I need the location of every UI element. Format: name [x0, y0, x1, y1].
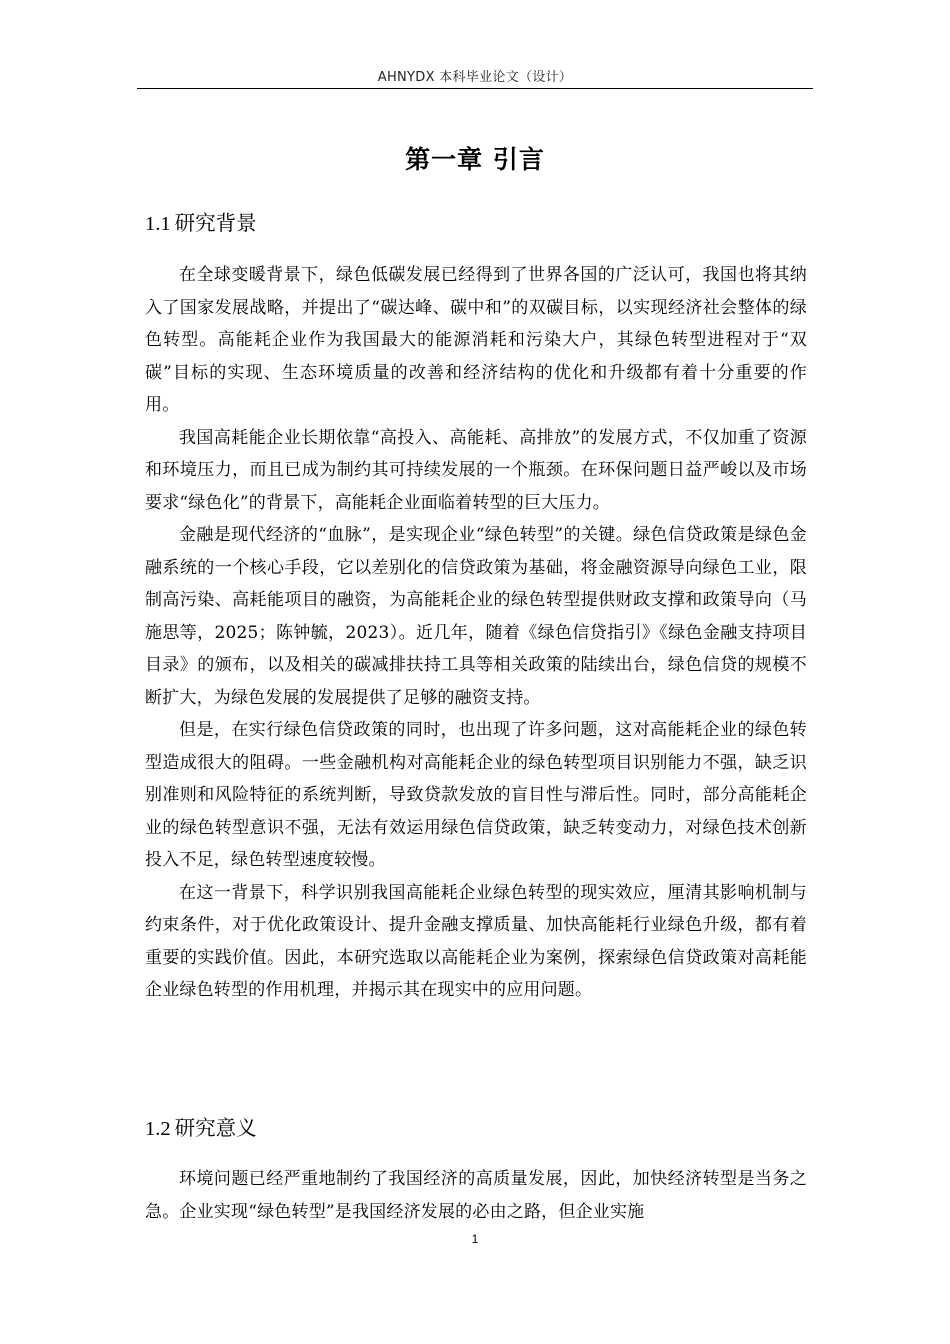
- paragraph: 我国高耗能企业长期依靠“高投入、高能耗、高排放”的发展方式，不仅加重了资源和环境压力，而且已成为制约其可持续发展的一个瓶颈。在环保问题日益严峻以及市场要求“绿色化”的背景下，高能耗企业面临着转型的巨大压力。: [145, 427, 807, 513]
- paragraph: 在这一背景下，科学识别我国高能耗企业绿色转型的现实效应，厘清其影响机制与约束条件，对于优化政策设计、提升金融支撑质量、加快高能耗行业绿色升级，都有着重要的实践价值。因此，本研究选取以高能耗企业为案例，探索绿色信贷政策对高耗能企业绿色转型的作用机理，并揭示其在现实中的应用问题。: [145, 882, 807, 1000]
- section-heading-1-2: [145, 1111, 257, 1141]
- section-title: 研究意义: [174, 1116, 257, 1140]
- paragraph: 但是，在实行绿色信贷政策的同时，也出现了许多问题，这对高能耗企业的绿色转型造成很大的阻碍。一些金融机构对高能耗企业的绿色转型项目识别能力不强，缺乏识别准则和风险特征的系统判断，导致贷款发放的盲目性与滞后性。同时，部分高能耗企业的绿色转型意识不强，无法有效运用绿色信贷政策，缺乏转变动力，对绿色技术创新投入不足，绿色转型速度较慢。: [145, 720, 807, 870]
- paragraph: 环境问题已经严重地制约了我国经济的高质量发展，因此，加快经济转型是当务之急。企业实现“绿色转型”是我国经济发展的必由之路，但企业实施: [145, 1169, 807, 1222]
- section-title: 研究背景: [174, 211, 257, 235]
- chapter-title: 第一章 引言: [405, 145, 545, 174]
- section-1-1-body: [145, 259, 807, 1007]
- page-number: 1: [471, 1232, 479, 1246]
- section-heading-1-1: [145, 206, 257, 236]
- section-1-2-body: [145, 1163, 807, 1228]
- running-header: AHNYDX 本科毕业论文（设计）: [377, 70, 573, 85]
- paragraph: 金融是现代经济的“血脉”，是实现企业“绿色转型”的关键。绿色信贷政策是绿色金融系统的一个核心手段，它以差别化的信贷政策为基础，将金融资源导向绿色工业，限制高污染、高耗能项目的融资，为高能耗企业的绿色转型提供财政支撑和政策导向（马施思等，2025；陈钟毓，2023）。近几年，随着《绿色信贷指引》《绿色金融支持项目目录》的颁布，以及相关的碳减排扶持工具等相关政策的陆续出台，绿色信贷的规模不断扩大，为绿色发展的发展提供了足够的融资支持。: [145, 525, 807, 708]
- section-number: 1.2: [145, 1118, 171, 1140]
- paragraph: 在全球变暖背景下，绿色低碳发展已经得到了世界各国的广泛认可，我国也将其纳入了国家发展战略，并提出了“碳达峰、碳中和”的双碳目标，以实现经济社会整体的绿色转型。高能耗企业作为我国最大的能源消耗和污染大户，其绿色转型进程对于“双碳”目标的实现、生态环境质量的改善和经济结构的优化和升级都有着十分重要的作用。: [145, 265, 807, 415]
- section-number: 1.1: [145, 213, 171, 235]
- header-divider: [137, 88, 813, 89]
